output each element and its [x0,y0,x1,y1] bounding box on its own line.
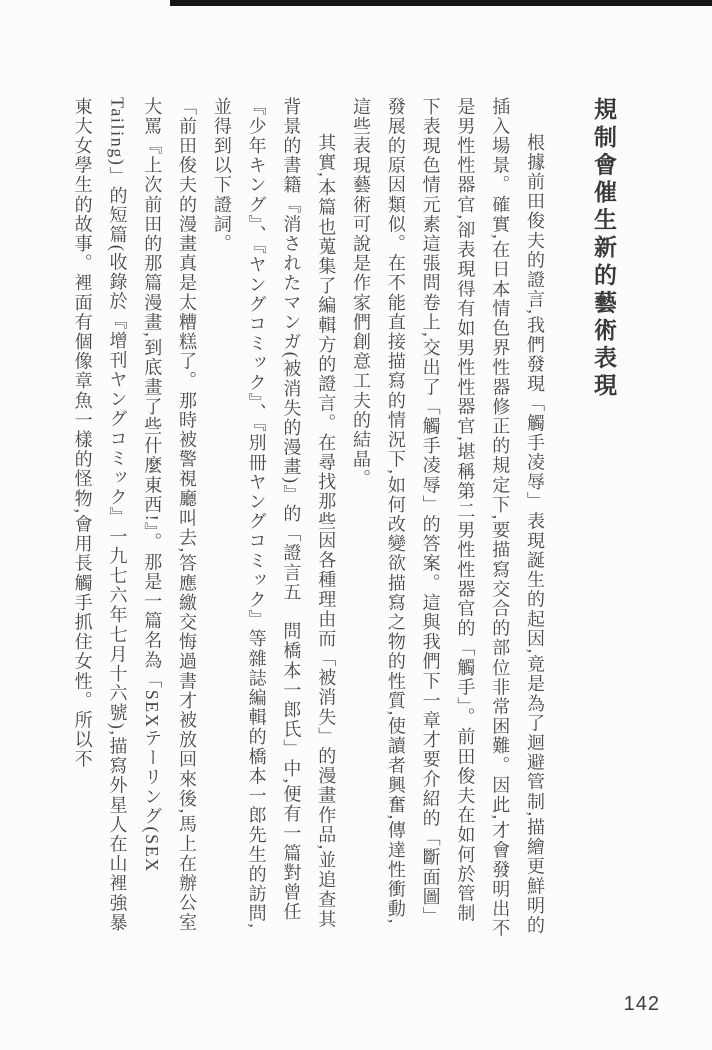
page-number: 142 [623,993,660,1015]
scan-artifact-bar [170,0,712,6]
page-content [65,97,650,939]
paragraph-editor-testimony: 其實,本篇也蒐集了編輯方的證言。在尋找那些因各種理由而「被消失」的漫畫作品,並追查其背景的書籍『消されたマンガ(被消失的漫畫)』的「證言五 問橋本一郎氏」中,便有一篇對曾任『少年キング』、『ヤングコミック』、『別冊ヤングコミック』等雜誌編輯的橋本一郎先生的訪問,並得到以下證詞。 [211,97,337,930]
paragraph-testimony: 根據前田俊夫的證言,我們發現「觸手凌辱」表現誕生的起因,竟是為了迴避管制,描繪更鮮明的插入場景。確實,在日本情色界性器修正的規定下,要描寫交合的部位非常困難。因此,才會發明出不是男性性器官,卻表現得有如男性性器官,堪稱第二男性性器官的「觸手」。前田俊夫在如何於管制下表現色情元素這張問卷上,交出了「觸手凌辱」的答案。這與我們下一章才要介紹的「斷面圖」發展的原因類似。在不能直接描寫的情況下,如何改變欲描寫之物的性質,使讀者興奮,傳達性衝動,這些表現藝術可說是作家們創意工夫的結晶。 [351,97,545,939]
paragraph-quote: 「前田俊夫的漫畫真是太糟糕了。那時被警視廳叫去,答應繳交悔過書才被放回來後,馬上在辦公室大罵『上次前田的那篇漫畫,到底畫了些什麼東西!』。那是一篇名為「SEXテーリング(SEX Tailing)」的短篇(收錄於『增刊ヤングコミック』一九七六年七月十六號),描寫外星人在山裡強暴東大女學生的故事。裡面有個像章魚一樣的怪物,會用長觸手抓住女性。所以不 [72,97,198,933]
section-title: 規制會催生新的藝術表現 [591,97,616,401]
